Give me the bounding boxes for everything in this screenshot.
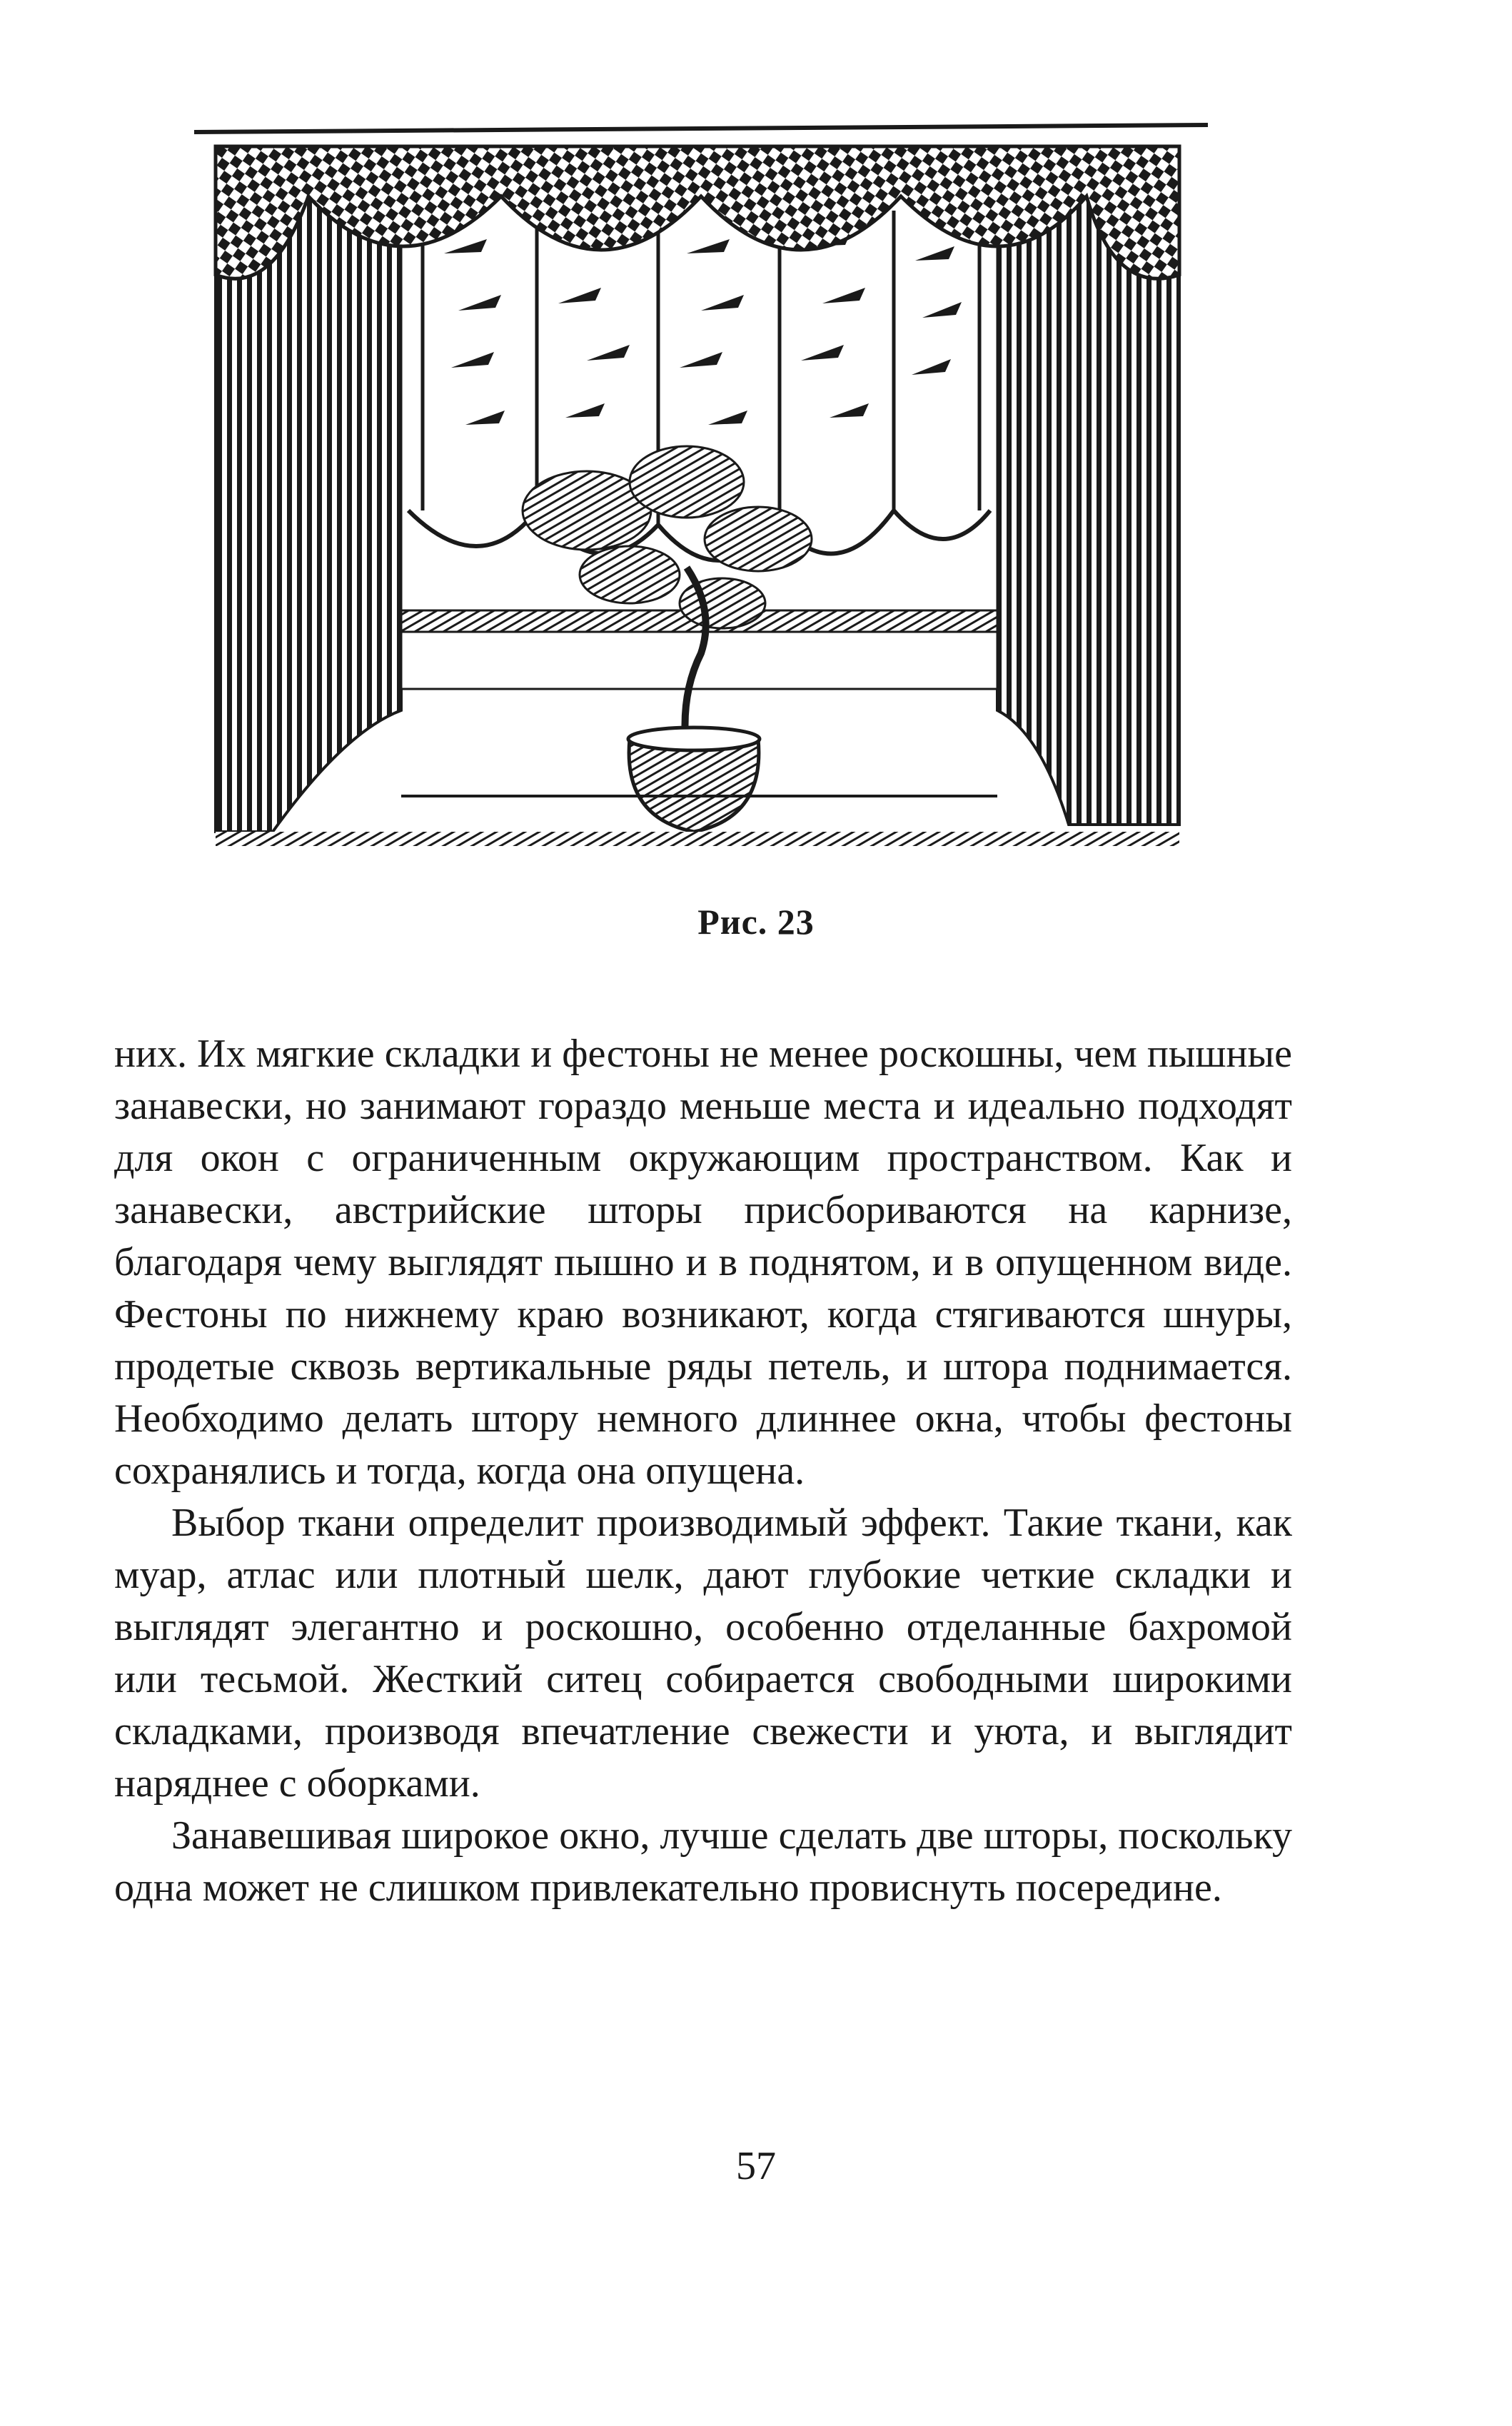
paragraph: них. Их мягкие складки и фестоны не менее роскошны, чем пышные занавески, но занимают гораздо меньше места и идеально подходят для окон с ограниченным окружающим пространством. Как и занавески, австрийские шторы присбориваются на карнизе, благодаря чему выглядят пышно и в поднятом, и в опущенном виде. Фестоны по нижнему краю возникают, когда стягиваются шнуры, продетые сквозь вертикальные ряды петель, и штора поднимается. Необходимо делать штору немного длиннее окна, чтобы фестоны сохранялись и тогда, когда она опущена. xyxy=(114,1032,1292,1493)
page-number: 57 xyxy=(736,2144,776,2188)
body-text xyxy=(114,1028,1292,1914)
curtain-illustration xyxy=(187,111,1215,864)
figure-caption: Рис. 23 xyxy=(697,902,815,942)
paragraph: Занавешивая широкое окно, лучше сделать две шторы, поскольку одна может не слишком привлекательно провиснуть посередине. xyxy=(114,1813,1292,1910)
paragraph: Выбор ткани определит производимый эффект. Такие ткани, как муар, атлас или плотный шелк, дают глубокие четкие складки и выглядят элегантно и роскошно, особенно отделанные бахромой или тесьмой. Жесткий ситец собирается свободными широкими складками, производя впечатление свежести и уюта, и выглядит наряднее с оборками. xyxy=(114,1501,1292,1806)
